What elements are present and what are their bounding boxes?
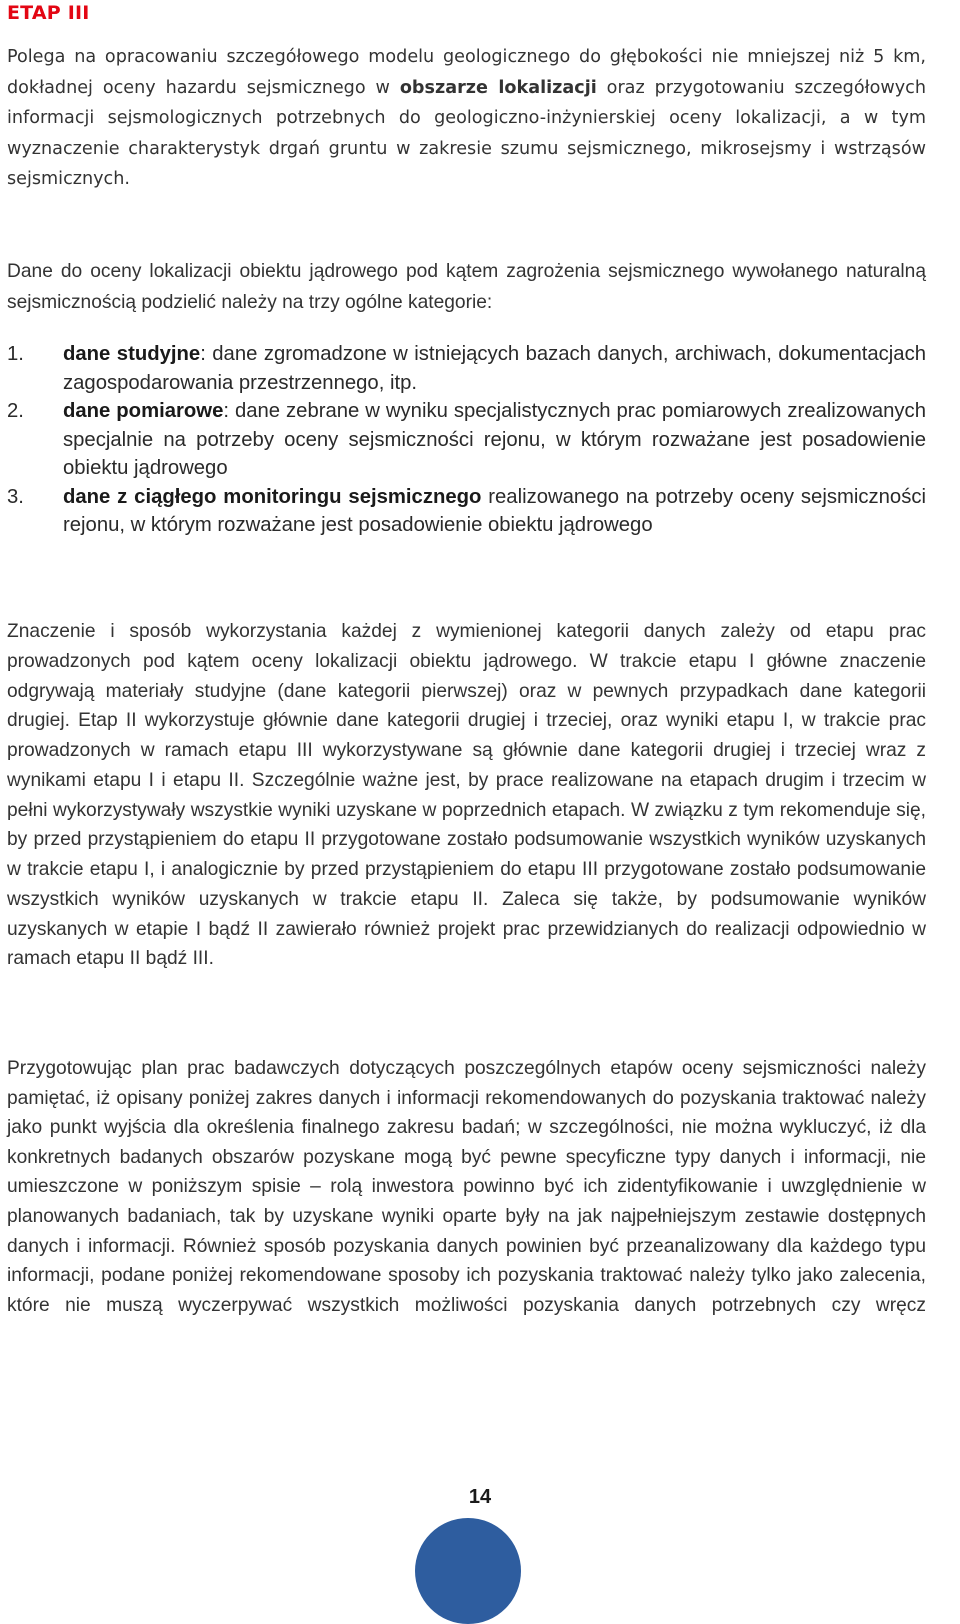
list-term: dane studyjne <box>63 343 201 365</box>
bold-term: obszarze lokalizacji <box>399 77 597 98</box>
list-text: : dane zgromadzone w istniejących bazach danych, archiwach, dokumentacjach zagospodarowania przestrzennego, itp. <box>63 343 926 394</box>
list-number: 2. <box>7 400 24 422</box>
list-text: : dane zebrane w wyniku specjalistycznych prac pomiarowych zrealizowanych specjalnie na potrzeby oceny sejsmiczności rejonu, w którym rozważane jest posadowienie obiektu jądrowego <box>63 400 926 479</box>
list-item <box>7 483 926 540</box>
section-heading: ETAP III <box>7 2 90 24</box>
paragraph-data-categories: Dane do oceny lokalizacji obiektu jądrowego pod kątem zagrożenia sejsmicznego wywołanego naturalną sejsmicznością podzielić należy na trzy ogólne kategorie: <box>7 261 926 313</box>
paragraph-text: Polega na opracowaniu szczegółowego modelu geologicznego do głębokości nie mniejszej niż 5 km, dokładnej oceny hazardu sejsmicznego w <box>7 47 926 98</box>
category-list <box>7 340 926 540</box>
list-text: realizowanego na potrzeby oceny sejsmiczności rejonu, w którym rozważane jest posadowienie obiektu jądrowego <box>63 485 926 536</box>
decorative-circle <box>415 1518 521 1624</box>
list-item <box>7 340 926 397</box>
paragraph-text: oraz przygotowaniu szczegółowych informacji sejsmologicznych potrzebnych do geologiczno-inżynierskiej oceny lokalizacji, a w tym wyznaczenie charakterystyk drgań gruntu w zakresie szumu sejsmicznego, mikrosejsmy i wstrząsów sejsmicznych. <box>7 77 926 190</box>
paragraph-research-plan: Przygotowując plan prac badawczych dotyczących poszczególnych etapów oceny sejsmiczności należy pamiętać, iż opisany poniżej zakres danych i informacji rekomendowanych do pozyskania traktować należy jako punkt wyjścia dla określenia finalnego zakresu badań; w szczególności, nie można wykluczyć, iż dla konkretnych badanych obszarów pozyskane mogą być pewne specyficzne typy danych i informacji, nie umieszczone w poniższym spisie – rolą inwestora powinno być ich zidentyfikowanie i uwzględnienie w planowanych badaniach, tak by uzyskane wyniki oparte były na jak najpełniejszym zestawie dostępnych danych i informacji. Również sposób pozyskania danych powinien być przeanalizowany dla każdego typu informacji, podane poniżej rekomendowane sposoby ich pozyskania traktować należy tylko jako zalecenia, które nie muszą wyczerpywać wszystkich możliwości pozyskania danych potrzebnych czy wręcz <box>7 1058 926 1316</box>
list-term: dane pomiarowe <box>63 400 224 422</box>
paragraph-stage-description <box>7 42 926 195</box>
list-number: 1. <box>7 343 24 365</box>
paragraph-data-usage: Znaczenie i sposób wykorzystania każdej z wymienionej kategorii danych zależy od etapu prac prowadzonych pod kątem oceny lokalizacji obiektu jądrowego. W trakcie etapu I główne znaczenie odgrywają materiały studyjne (dane kategorii pierwszej) oraz w pewnych przypadkach dane kategorii drugiej. Etap II wykorzystuje głównie dane kategorii drugiej i trzeciej, oraz wyniki etapu I, w trakcie prac prowadzonych w ramach etapu III wykorzystywane są głównie dane kategorii drugiej i trzeciej wraz z wynikami etapu I i etapu II. Szczególnie ważne jest, by prace realizowane na etapach drugim i trzecim w pełni wykorzystywały wszystkie wyniki uzyskane w poprzednich etapach. W związku z tym rekomenduje się, by przed przystąpieniem do etapu II przygotowane zostało podsumowanie wszystkich wyników uzyskanych w trakcie etapu I, i analogicznie by przed przystąpieniem do etapu III przygotowane zostało podsumowanie wszystkich wyników uzyskanych w trakcie etapu II. Zaleca się także, by podsumowanie wyników uzyskanych w etapie I bądź II zawierało również projekt prac przewidzianych do realizacji odpowiednio w ramach etapu II bądź III. <box>7 621 926 970</box>
list-item <box>7 397 926 483</box>
list-term: dane z ciągłego monitoringu sejsmicznego <box>63 485 482 508</box>
page-number: 14 <box>468 1486 492 1508</box>
list-number: 3. <box>7 485 24 508</box>
